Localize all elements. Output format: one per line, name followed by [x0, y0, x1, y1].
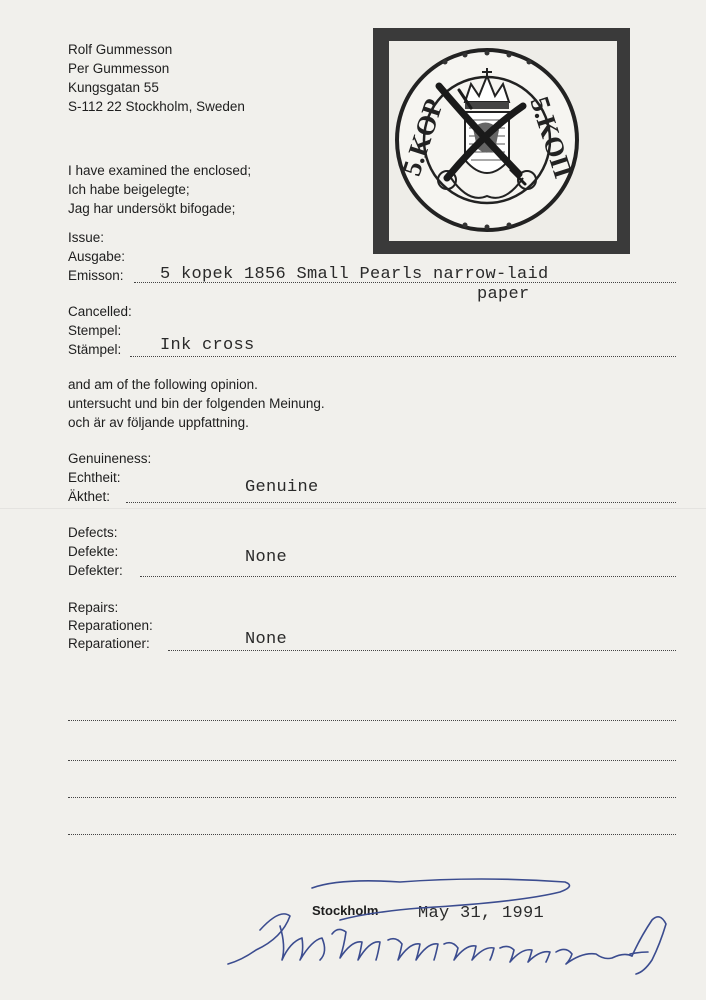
- address-line-2: Per Gummesson: [68, 61, 170, 76]
- intro-sv: Jag har undersökt bifogade;: [68, 201, 236, 216]
- issue-label-sv: Emisson:: [68, 268, 124, 283]
- paper-fold: [0, 508, 706, 509]
- issue-value-line-2: paper: [477, 285, 530, 304]
- blank-dotted-line: [68, 797, 676, 798]
- blank-dotted-line: [68, 760, 676, 761]
- place-label: Stockholm: [312, 903, 379, 918]
- defects-label-en: Defects:: [68, 525, 118, 540]
- opinion-de: untersucht und bin der folgenden Meinung.: [68, 396, 325, 411]
- signature-image: [220, 868, 700, 988]
- issue-label-de: Ausgabe:: [68, 249, 126, 264]
- genuineness-label-sv: Äkthet:: [68, 489, 111, 504]
- cancelled-label-en: Cancelled:: [68, 304, 132, 319]
- stamp-left-text: 5.KOP: [396, 95, 449, 180]
- genuineness-label-en: Genuineness:: [68, 451, 152, 466]
- defects-label-sv: Defekter:: [68, 563, 123, 578]
- stamp-right-text: 5.KOП: [524, 92, 579, 182]
- opinion-sv: och är av följande uppfattning.: [68, 415, 249, 430]
- intro-en: I have examined the enclosed;: [68, 163, 252, 178]
- defects-dotted-line: [140, 576, 676, 577]
- blank-dotted-line: [68, 720, 676, 721]
- genuineness-label-de: Echtheit:: [68, 470, 121, 485]
- address-line-1: Rolf Gummesson: [68, 42, 173, 57]
- cancelled-label-de: Stempel:: [68, 323, 122, 338]
- issue-label-en: Issue:: [68, 230, 105, 245]
- address-line-3: Kungsgatan 55: [68, 80, 159, 95]
- cancelled-label-sv: Stämpel:: [68, 342, 122, 357]
- stamp-image: [373, 28, 630, 254]
- repairs-label-de: Reparationen:: [68, 618, 153, 633]
- cancelled-value: Ink cross: [160, 336, 255, 355]
- repairs-label-en: Repairs:: [68, 600, 119, 615]
- blank-dotted-line: [68, 834, 676, 835]
- repairs-value: None: [245, 630, 288, 649]
- address-line-4: S-112 22 Stockholm, Sweden: [68, 99, 245, 114]
- cancelled-dotted-line: [130, 356, 676, 357]
- repairs-dotted-line: [168, 650, 676, 651]
- issue-value-line-1: 5 kopek 1856 Small Pearls narrow-laid: [160, 265, 549, 284]
- repairs-label-sv: Reparationer:: [68, 636, 150, 651]
- opinion-en: and am of the following opinion.: [68, 377, 258, 392]
- genuineness-value: Genuine: [245, 478, 319, 497]
- defects-label-de: Defekte:: [68, 544, 119, 559]
- defects-value: None: [245, 548, 288, 567]
- date-value: May 31, 1991: [418, 904, 545, 923]
- intro-de: Ich habe beigelegte;: [68, 182, 190, 197]
- genuineness-dotted-line: [126, 502, 676, 503]
